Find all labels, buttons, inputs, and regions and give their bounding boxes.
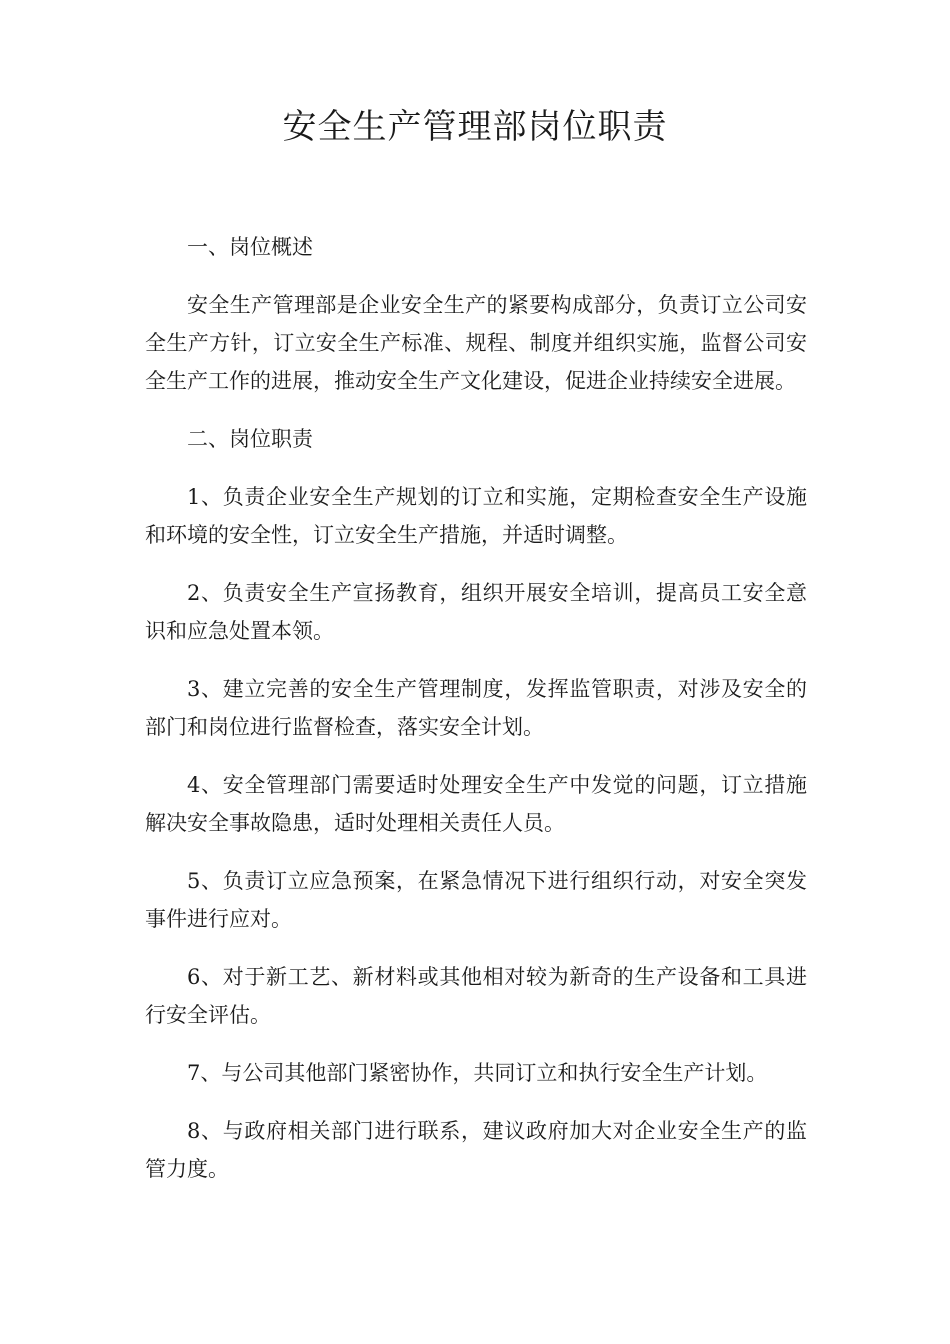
duty-item-5: 5、负责订立应急预案，在紧急情况下进行组织行动，对安全突发事件进行应对。 [145,869,807,931]
duty-item-1: 1、负责企业安全生产规划的订立和实施，定期检查安全生产设施和环境的安全性，订立安全生产措施，并适时调整。 [145,485,807,547]
section-heading-duties: 二、岗位职责 [187,427,313,451]
section-heading-overview: 一、岗位概述 [187,235,313,259]
duty-item-8: 8、与政府相关部门进行联系，建议政府加大对企业安全生产的监管力度。 [145,1119,807,1181]
duty-item-3: 3、建立完善的安全生产管理制度，发挥监管职责，对涉及安全的部门和岗位进行监督检查，落实安全计划。 [145,677,807,739]
document-title: 安全生产管理部岗位职责 [282,107,668,147]
duty-item-2: 2、负责安全生产宣扬教育，组织开展安全培训，提高员工安全意识和应急处置本领。 [145,581,807,643]
duty-item-7: 7、与公司其他部门紧密协作，共同订立和执行安全生产计划。 [187,1061,768,1085]
duty-item-6: 6、对于新工艺、新材料或其他相对较为新奇的生产设备和工具进行安全评估。 [145,965,807,1027]
overview-paragraph: 安全生产管理部是企业安全生产的紧要构成部分，负责订立公司安全生产方针，订立安全生产标准、规程、制度并组织实施，监督公司安全生产工作的进展，推动安全生产文化建设，促进企业持续安全进展。 [145,293,807,393]
duty-item-4: 4、安全管理部门需要适时处理安全生产中发觉的问题，订立措施解决安全事故隐患，适时处理相关责任人员。 [145,773,807,835]
document-body [145,228,807,1208]
